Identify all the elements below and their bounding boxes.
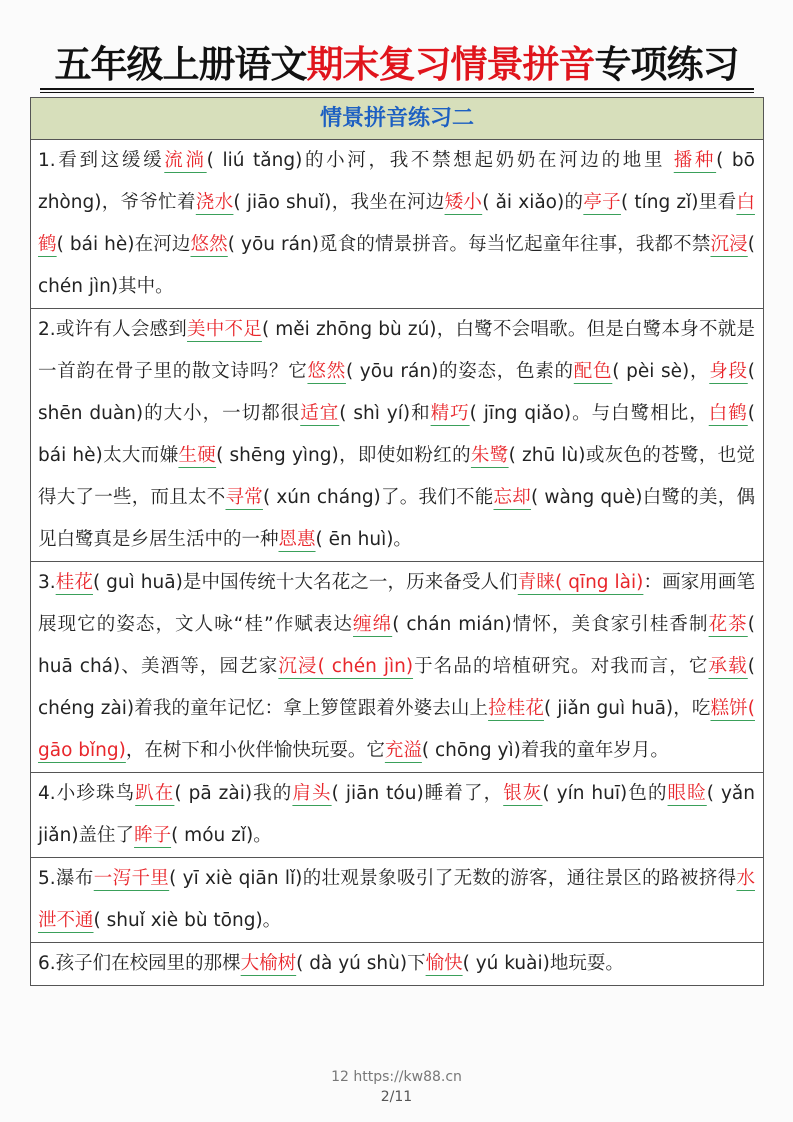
highlighted-word: 眸子 bbox=[134, 825, 172, 846]
exercise-item bbox=[31, 562, 763, 773]
text-segment: ( jiǎn guì huā)，吃 bbox=[543, 698, 711, 719]
text-segment: ，在树下和小伙伴愉快玩耍。它 bbox=[125, 740, 385, 761]
highlighted-word: 眼睑 bbox=[667, 783, 707, 804]
text-segment: ( xún cháng)了。我们不能 bbox=[262, 487, 494, 508]
highlighted-word: 亭子 bbox=[583, 192, 621, 213]
highlighted-word: 银灰 bbox=[503, 783, 543, 804]
highlighted-word: 适宜 bbox=[300, 403, 340, 424]
highlighted-word: 充溢 bbox=[384, 740, 422, 761]
highlighted-word: 沉浸 bbox=[710, 234, 748, 255]
highlighted-word: 悠然 bbox=[190, 234, 228, 255]
text-segment: ( yǎn jiǎn)盖住了 bbox=[38, 783, 755, 846]
highlighted-word: 肩头 bbox=[292, 783, 332, 804]
highlighted-word: 白鹤 bbox=[38, 192, 755, 255]
highlighted-word: 朱鹭 bbox=[470, 445, 509, 466]
text-segment: ( yú kuài)地玩耍。 bbox=[462, 953, 624, 974]
highlighted-word: 愉快 bbox=[425, 953, 463, 974]
highlighted-word: 寻常 bbox=[225, 487, 263, 508]
highlighted-word: 身段 bbox=[709, 361, 748, 382]
text-segment: 2.或许有人会感到 bbox=[38, 319, 188, 340]
highlighted-word: 配色 bbox=[573, 361, 613, 382]
text-segment: ( pèi sè)， bbox=[612, 361, 710, 382]
footer-url: 12 https://kw88.cn bbox=[331, 1069, 462, 1085]
highlighted-word: 忘却 bbox=[493, 487, 532, 508]
text-segment: 3. bbox=[38, 572, 56, 593]
text-segment: ( yín huī)色的 bbox=[542, 783, 668, 804]
text-segment: ( yōu rán)觅食的情景拼音。每当忆起童年往事，我都不禁 bbox=[227, 234, 711, 255]
sheet-title: 情景拼音练习二 bbox=[31, 98, 763, 140]
text-segment: ( guì huā)是中国传统十大名花之一，历来备受人们 bbox=[92, 572, 518, 593]
highlighted-word: 浇水 bbox=[195, 192, 234, 213]
text-segment: ( wàng què)白鹭的美，偶见白鹭真是乡居生活中的一种 bbox=[38, 487, 755, 550]
highlighted-word: 生硬 bbox=[178, 445, 217, 466]
text-segment: ( bái hè)太大而嫌 bbox=[38, 403, 755, 466]
exercise-list bbox=[31, 140, 763, 985]
highlighted-word: 青睐( qīng lài) bbox=[517, 572, 644, 593]
text-segment: ( dà yú shù)下 bbox=[296, 953, 426, 974]
text-segment: 4.小珍珠鸟 bbox=[38, 783, 136, 804]
text-segment: ( yī xiè qiān lǐ)的壮观景象吸引了无数的游客，通往景区的路被挤得 bbox=[169, 868, 737, 889]
text-segment: ( bō zhòng)，爷爷忙着 bbox=[38, 150, 755, 213]
highlighted-word: 捡桂花 bbox=[488, 698, 544, 719]
exercise-item bbox=[31, 773, 763, 858]
title-part: 专项练习 bbox=[594, 43, 739, 86]
text-segment: ( shuǐ xiè bù tōng)。 bbox=[93, 910, 282, 931]
exercise-sheet bbox=[30, 97, 764, 986]
text-segment: ( shì yí)和 bbox=[339, 403, 431, 424]
text-segment: ：画家用画笔展现它的姿态，文人咏“桂”作赋表达 bbox=[38, 572, 756, 635]
highlighted-word: 桂花 bbox=[55, 572, 93, 593]
highlighted-word: 矮小 bbox=[444, 192, 483, 213]
exercise-item bbox=[31, 140, 763, 309]
text-segment: ( móu zǐ)。 bbox=[171, 825, 272, 846]
highlighted-word: 沉浸( chén jìn) bbox=[278, 656, 414, 677]
text-segment: ( jiān tóu)睡着了， bbox=[331, 783, 504, 804]
text-segment: 1.看到这缓缓 bbox=[38, 150, 165, 171]
text-segment: 6.孩子们在校园里的那棵 bbox=[38, 953, 241, 974]
text-segment: ( tíng zǐ)里看 bbox=[620, 192, 737, 213]
text-segment: ( chán mián)情怀，美食家引桂香制 bbox=[392, 614, 709, 635]
text-segment: ( ǎi xiǎo)的 bbox=[482, 192, 584, 213]
title-divider bbox=[40, 88, 754, 90]
text-segment: ( měi zhōng bù zú)，白鹭不会唱歌。但是白鹭本身不就是一首韵在骨子里的散文诗吗？它 bbox=[38, 319, 755, 382]
page-title bbox=[0, 40, 793, 90]
text-segment: ( ēn huì)。 bbox=[315, 529, 412, 550]
exercise-item bbox=[31, 309, 763, 562]
highlighted-word: 流淌 bbox=[164, 150, 207, 171]
footer bbox=[0, 1068, 793, 1106]
text-segment: ( chén jìn)其中。 bbox=[38, 234, 755, 297]
title-divider bbox=[40, 92, 754, 93]
highlighted-word: 美中不足 bbox=[187, 319, 262, 340]
text-segment: ( jīng qiǎo)。与白鹭相比， bbox=[469, 403, 709, 424]
text-segment: ( jiāo shuǐ)，我坐在河边 bbox=[233, 192, 445, 213]
text-segment: 于名品的培植研究。对我而言，它 bbox=[413, 656, 709, 677]
highlighted-word: 悠然 bbox=[307, 361, 346, 382]
highlighted-word: 承载 bbox=[708, 656, 748, 677]
highlighted-word: 恩惠 bbox=[278, 529, 316, 550]
highlighted-word: 白鹤 bbox=[708, 403, 748, 424]
text-segment: ( huā chá)、美酒等，园艺家 bbox=[38, 614, 755, 677]
text-segment: ( liú tǎng)的小河，我不禁想起奶奶在河边的地里 bbox=[206, 150, 674, 171]
highlighted-word: 大榆树 bbox=[240, 953, 297, 974]
text-segment: ( shēng yìng)，即使如粉红的 bbox=[216, 445, 471, 466]
exercise-item bbox=[31, 858, 763, 943]
text-segment: ( bái hè)在河边 bbox=[56, 234, 191, 255]
text-segment: ( zhū lù)或灰色的苍鹭，也觉得大了一些，而且太不 bbox=[38, 445, 755, 508]
highlighted-word: 糕饼( gāo bǐng) bbox=[38, 698, 755, 761]
text-segment: ( chōng yì)着我的童年岁月。 bbox=[421, 740, 669, 761]
highlighted-word: 精巧 bbox=[430, 403, 470, 424]
exercise-item bbox=[31, 943, 763, 985]
text-segment: 5.瀑布 bbox=[38, 868, 94, 889]
title-part: 五年级上册语文 bbox=[54, 43, 307, 86]
text-segment: ( shēn duàn)的大小，一切都很 bbox=[38, 361, 755, 424]
text-segment: ( yōu rán)的姿态，色素的 bbox=[345, 361, 574, 382]
highlighted-word: 缠绵 bbox=[353, 614, 393, 635]
page-number: 2/11 bbox=[380, 1089, 413, 1105]
highlighted-word: 一泻千里 bbox=[93, 868, 170, 889]
highlighted-word: 趴在 bbox=[135, 783, 175, 804]
title-highlight: 期末复习情景拼音 bbox=[306, 43, 595, 86]
text-segment: ( chéng zài)着我的童年记忆：拿上箩筐跟着外婆去山上 bbox=[38, 656, 755, 719]
text-segment: ( pā zài)我的 bbox=[174, 783, 293, 804]
highlighted-word: 花茶 bbox=[708, 614, 748, 635]
highlighted-word: 播种 bbox=[673, 150, 717, 171]
highlighted-word: 水泄不通 bbox=[38, 868, 755, 931]
